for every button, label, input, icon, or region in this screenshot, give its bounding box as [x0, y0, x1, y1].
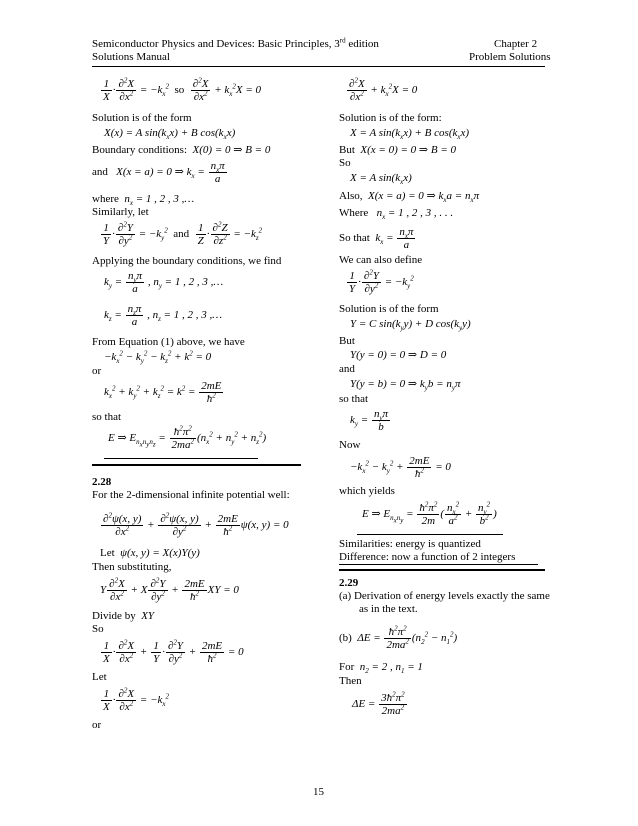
eq-let-kx: $\frac{1}{X}$ · $\frac{\partial^2X}{\partial x^2}$ = $-k_x^2$: [103, 686, 169, 713]
eq-k-sum: $-k_x^2 - k_y^2 - k_z^2 + k^2 = 0$: [104, 349, 212, 366]
eq-y-bc2: Y(y = b) = 0 ⇒ $k_yb = n_y\pi$: [350, 378, 461, 393]
eq-x-general: X(x) = A $\sin(k_xx) + B$ $\cos(k_xx)$: [104, 127, 236, 142]
chapter-label: Chapter 2: [494, 38, 538, 50]
solutions-manual-label: Solutions Manual: [92, 51, 170, 63]
problem-2-29-part-b: (b) ΔE = $\frac{ħ^2\pi^2}{2ma^2}$ $(n_2^2 - n_1^2)$: [339, 624, 458, 651]
but-text-2: But: [339, 335, 355, 347]
eq-energy-2d: E ⇒ $E_{n_xn_y}$ = $\frac{ħ^2\pi^2}{2m}$ ( $\frac{n_x^2}{a^2}$ + $\frac{n_y^2}{b^2}$ ): [362, 500, 497, 527]
boundary-text: Boundary conditions: X(0) = 0 ⇒ B = 0: [92, 144, 271, 156]
let-text: Let: [92, 671, 107, 683]
but-text: But X(x = 0) = 0 ⇒ B = 0: [339, 144, 457, 156]
divide-text: Divide by XY: [92, 610, 155, 622]
solution-form-right: Solution is of the form:: [339, 112, 442, 124]
book-title: Semiconductor Physics and Devices: Basic Principles, 3rd edition: [92, 36, 379, 50]
eq-substituted: Y $\frac{\partial^2X}{\partial x^2}$ + X $\frac{\partial^2Y}{\partial y^2}$ + $\frac{2mE}{ħ^2}$ XY = 0: [100, 576, 239, 603]
and-text-right: and: [339, 363, 355, 375]
eq-kz: $k_z$ = $\frac{n_z\pi}{a}$ , $n_z = 1$ , 2 , 3 ,…: [104, 303, 223, 328]
solution-form-text: Solution is of the form: [92, 112, 192, 124]
result-underline-left: [104, 458, 258, 459]
problem-2-28-description: For the 2-dimensional infinite potential well:: [92, 489, 290, 501]
problem-2-28-number: 2.28: [92, 476, 112, 488]
problem-2-29-part-a-cont: as in the text.: [359, 603, 418, 615]
eq-y-bc1: Y(y = 0) = 0 ⇒ D = 0: [350, 349, 447, 361]
similarities-text: Similarities: energy is quantized: [339, 538, 481, 550]
problem-2-29-part-a: (a) Derivation of energy levels exactly the same: [339, 590, 550, 602]
eq-y-general: Y = C $\sin(k_yy) + D$ $\cos(k_yy)$: [350, 318, 471, 333]
from-eq-text: From Equation (1) above, we have: [92, 336, 245, 348]
so-that-right: So that $k_x$ = $\frac{n_x\pi}{a}$: [339, 226, 414, 251]
section-label: Problem Solutions: [469, 51, 551, 63]
eq-divided: $\frac{1}{X}$ · $\frac{\partial^2X}{\partial x^2}$ + $\frac{1}{Y}$ · $\frac{\partial^2Y}{\partial y^2}$ + $\frac{2mE}{ħ^2}$ = 0: [103, 638, 244, 665]
eq-x-separation: $\frac{1}{X}$ · $\frac{\partial^2X}{\partial x^2}$ = $-k_x^2$ so $\frac{\partial^2X}{\partial x^2}$ + $k_x^2X = 0$: [103, 76, 262, 103]
so-that-text: so that: [92, 411, 122, 423]
eq-x-general-right: X = A $\sin(k_xx) + B$ $\cos(k_xx)$: [350, 127, 470, 142]
then-sub-text: Then substituting,: [92, 561, 172, 573]
problem-2-29-number: 2.29: [339, 577, 359, 589]
eq-yz-separation: $\frac{1}{Y}$ · $\frac{\partial^2Y}{\partial y^2}$ = $-k_y^2$ and $\frac{1}{Z}$ · $\frac{\partial^2Z}{\partial z^2}$ = $-k_z^2$: [103, 220, 263, 247]
problem-separator-left: [92, 464, 301, 466]
page-number: 15: [313, 786, 324, 798]
for-text: For $n_2 = 2$ , $n_1 = 1$: [339, 661, 423, 676]
boundary-a: and X(x = a) = 0 ⇒ $k_x$ = $\frac{n_x\pi}{a}$: [92, 160, 225, 185]
eq-k-total: $k_x^2 + k_y^2 + k_z^2 = k^2$ = $\frac{2mE}{ħ^2}$: [104, 380, 222, 405]
then-text: Then: [339, 675, 362, 687]
eq-x-ode-right: $\frac{\partial^2X}{\partial x^2}$ + $k_x^2X = 0$: [349, 76, 418, 103]
so-that-right-2: so that: [339, 393, 369, 405]
applying-text: Applying the boundary conditions, we find: [92, 255, 282, 267]
conclusion-underline: [339, 564, 538, 565]
now-text: Now: [339, 439, 361, 451]
where-text: Where $n_x = 1$ , 2 , 3 , . . .: [339, 207, 454, 222]
eq-x-sin: X = A $\sin(k_xx)$: [350, 172, 412, 187]
eq-energy-3d: E ⇒ $E_{n_xn_yn_z}$ = $\frac{ħ^2\pi^2}{2ma^2}$ $(n_x^2 + n_y^2 + n_z^2)$: [108, 424, 267, 451]
let-psi: Let ψ(x, y) = X(x)Y(y): [100, 547, 200, 559]
or-text-2: or: [92, 719, 102, 731]
eq-y-separation: $\frac{1}{Y}$ · $\frac{\partial^2Y}{\partial y^2}$ = $-k_y^2$: [349, 268, 414, 295]
difference-text: Difference: now a function of 2 integers: [339, 551, 516, 563]
similarly-text: Similarly, let: [92, 206, 149, 218]
nx-values: where $n_x = 1$ , 2 , 3 ,…: [92, 193, 195, 208]
eq-2d-schrodinger: $\frac{\partial^2\psi(x, y)}{\partial x^2}$ + $\frac{\partial^2\psi(x, y)}{\partial y^2}$ + $\frac{2mE}{ħ^2}$ ψ(x, y) = 0: [103, 511, 289, 538]
so-text: So: [92, 623, 104, 635]
eq-k-sum-2d: $-k_x^2 - k_y^2$ + $\frac{2mE}{ħ^2}$ = 0: [350, 455, 451, 480]
solution-form-right-2: Solution is of the form: [339, 303, 439, 315]
yields-text: which yields: [339, 485, 395, 497]
eq-ky-right: $k_y$ = $\frac{n_y\pi}{b}$: [350, 408, 389, 433]
so-text-right: So: [339, 157, 351, 169]
also-text: Also, X(x = a) = 0 ⇒ $k_xa = n_x\pi$: [339, 190, 480, 205]
result-underline-right: [357, 534, 503, 535]
eq-delta-e: ΔE = $\frac{3ħ^2\pi^2}{2ma^2}$: [352, 690, 405, 717]
header-rule: [92, 66, 545, 67]
problem-separator-right: [339, 569, 545, 571]
or-text: or: [92, 365, 102, 377]
define-text: We can also define: [339, 254, 423, 266]
eq-ky: $k_y$ = $\frac{n_y\pi}{a}$ , $n_y = 1$ , 2 , 3 ,…: [104, 270, 224, 295]
